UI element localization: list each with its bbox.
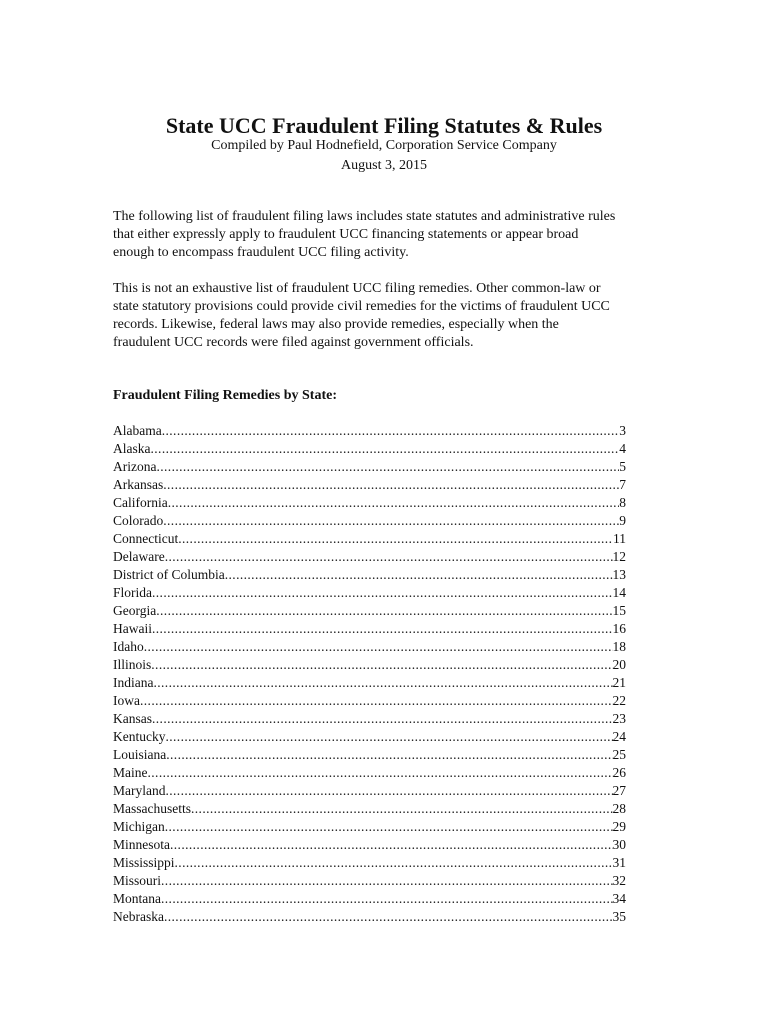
toc-entry-page: 3 (619, 423, 626, 438)
toc-entry (113, 692, 626, 710)
toc-entry (113, 458, 626, 476)
toc-entry (113, 818, 626, 836)
intro-paragraph-2 (113, 280, 658, 352)
toc-entry-state: District of Columbia (113, 567, 225, 582)
toc-entry (113, 638, 626, 656)
toc-entry (113, 422, 626, 440)
toc-entry-state: Mississippi (113, 855, 175, 870)
toc-entry-state: Kentucky (113, 729, 166, 744)
toc-entry-page: 32 (612, 873, 626, 888)
toc-entry-leader (152, 620, 613, 638)
toc-entry-state: Iowa (113, 693, 140, 708)
toc-entry-page: 11 (613, 531, 626, 546)
toc-entry-leader (152, 710, 613, 728)
toc-entry (113, 710, 626, 728)
toc-entry-page: 21 (612, 675, 626, 690)
toc-entry-page: 24 (612, 729, 626, 744)
toc-entry-state: Kansas (113, 711, 152, 726)
toc-entry (113, 566, 626, 584)
toc-entry (113, 728, 626, 746)
toc-entry (113, 512, 626, 530)
intro-paragraph-2-line: state statutory provisions could provide civil remedies for the victims of fraudulent UCC (113, 299, 610, 314)
toc-entry-state: Hawaii (113, 621, 152, 636)
toc-entry-leader (144, 638, 613, 656)
toc-entry-leader (165, 728, 612, 746)
toc-entry-page: 26 (612, 765, 626, 780)
toc-entry-page: 7 (619, 477, 626, 492)
toc-entry (113, 656, 626, 674)
toc-entry-state: Connecticut (113, 531, 179, 546)
toc-entry-leader (165, 548, 613, 566)
toc-entry-state: Louisiana (113, 747, 167, 762)
toc-entry-page: 20 (612, 657, 626, 672)
toc-entry-leader (178, 530, 613, 548)
toc-entry-leader (164, 908, 613, 926)
toc-entry-state: Illinois (113, 657, 152, 672)
toc-entry-page: 5 (619, 459, 626, 474)
toc-entry (113, 602, 626, 620)
toc-entry-state: Delaware (113, 549, 165, 564)
toc-entry-leader (165, 818, 613, 836)
toc-entry-leader (170, 836, 613, 854)
toc-entry-page: 14 (612, 585, 626, 600)
toc-entry-state: California (113, 495, 168, 510)
toc-entry-page: 16 (612, 621, 626, 636)
toc-entry (113, 746, 626, 764)
toc-entry-page: 30 (612, 837, 626, 852)
toc-heading: Fraudulent Filing Remedies by State: (113, 388, 337, 403)
toc-entry-page: 27 (612, 783, 626, 798)
toc-list (113, 422, 626, 926)
toc-entry-state: Maine (113, 765, 148, 780)
toc-entry (113, 440, 626, 458)
document-date: August 3, 2015 (341, 158, 427, 173)
toc-entry-state: Alabama (113, 423, 162, 438)
toc-entry-page: 18 (612, 639, 626, 654)
toc-entry-leader (163, 512, 619, 530)
intro-paragraph-1-line: The following list of fraudulent filing laws includes state statutes and administrative rules (113, 209, 616, 224)
toc-entry-leader (175, 854, 613, 872)
toc-entry-state: Indiana (113, 675, 154, 690)
toc-entry-state: Arizona (113, 459, 157, 474)
toc-entry-leader (148, 764, 613, 782)
toc-entry-leader (140, 692, 613, 710)
intro-paragraph-1-line: enough to encompass fraudulent UCC filing activity. (113, 245, 409, 260)
toc-entry (113, 836, 626, 854)
toc-entry (113, 476, 626, 494)
toc-entry (113, 890, 626, 908)
toc-entry-state: Montana (113, 891, 161, 906)
toc-entry-leader (156, 602, 612, 620)
toc-entry (113, 908, 626, 926)
intro-paragraph-1 (113, 208, 658, 262)
toc-entry-leader (168, 494, 620, 512)
toc-entry-state: Florida (113, 585, 152, 600)
toc-entry-leader (165, 782, 612, 800)
toc-entry-leader (161, 890, 613, 908)
toc-entry-page: 28 (612, 801, 626, 816)
toc-entry-leader (225, 566, 613, 584)
toc-entry (113, 530, 626, 548)
toc-entry (113, 782, 626, 800)
toc-entry (113, 854, 626, 872)
intro-paragraph-2-line: records. Likewise, federal laws may also provide remedies, especially when the (113, 317, 559, 332)
toc-entry-state: Colorado (113, 513, 164, 528)
toc-entry-page: 29 (612, 819, 626, 834)
toc-entry-leader (151, 440, 620, 458)
toc-entry-page: 35 (612, 909, 626, 924)
intro-paragraph-2-line: This is not an exhaustive list of fraudulent UCC filing remedies. Other common-law or (113, 281, 601, 296)
toc-entry-leader (166, 746, 612, 764)
toc-entry-leader (152, 584, 613, 602)
toc-entry-page: 31 (612, 855, 626, 870)
toc-entry (113, 674, 626, 692)
toc-entry (113, 764, 626, 782)
toc-entry-state: Georgia (113, 603, 157, 618)
toc-entry-page: 23 (612, 711, 626, 726)
toc-entry-page: 9 (619, 513, 626, 528)
toc-entry-leader (153, 674, 612, 692)
toc-entry (113, 584, 626, 602)
toc-entry-page: 15 (612, 603, 626, 618)
toc-entry-state: Nebraska (113, 909, 164, 924)
toc-entry-state: Maryland (113, 783, 166, 798)
compiled-by-line: Compiled by Paul Hodnefield, Corporation Service Company (211, 138, 557, 153)
intro-paragraph-1-line: that either expressly apply to fraudulent UCC financing statements or appear broad (113, 227, 579, 242)
intro-paragraph-2-line: fraudulent UCC records were filed against government officials. (113, 335, 474, 350)
toc-entry-page: 22 (612, 693, 626, 708)
toc-entry-state: Alaska (113, 441, 151, 456)
toc-entry-state: Michigan (113, 819, 165, 834)
toc-entry (113, 548, 626, 566)
toc-entry-state: Minnesota (113, 837, 170, 852)
toc-entry-state: Idaho (113, 639, 144, 654)
document-title: State UCC Fraudulent Filing Statutes & Rules (165, 113, 603, 138)
toc-entry-leader (161, 872, 612, 890)
toc-entry-leader (156, 458, 619, 476)
toc-entry (113, 800, 626, 818)
toc-entry-leader (151, 656, 612, 674)
toc-entry-page: 34 (612, 891, 626, 906)
toc-entry-page: 25 (612, 747, 626, 762)
toc-entry-page: 13 (612, 567, 626, 582)
toc-entry-page: 4 (619, 441, 626, 456)
toc-entry-state: Massachusetts (113, 801, 191, 816)
toc-entry-leader (163, 476, 619, 494)
toc-entry (113, 620, 626, 638)
toc-entry (113, 872, 626, 890)
toc-entry-state: Missouri (113, 873, 162, 888)
toc-entry-page: 8 (619, 495, 626, 510)
toc-entry-leader (162, 422, 620, 440)
toc-entry-state: Arkansas (113, 477, 164, 492)
toc-entry-page: 12 (612, 549, 626, 564)
toc-entry-leader (191, 800, 613, 818)
toc-entry (113, 494, 626, 512)
